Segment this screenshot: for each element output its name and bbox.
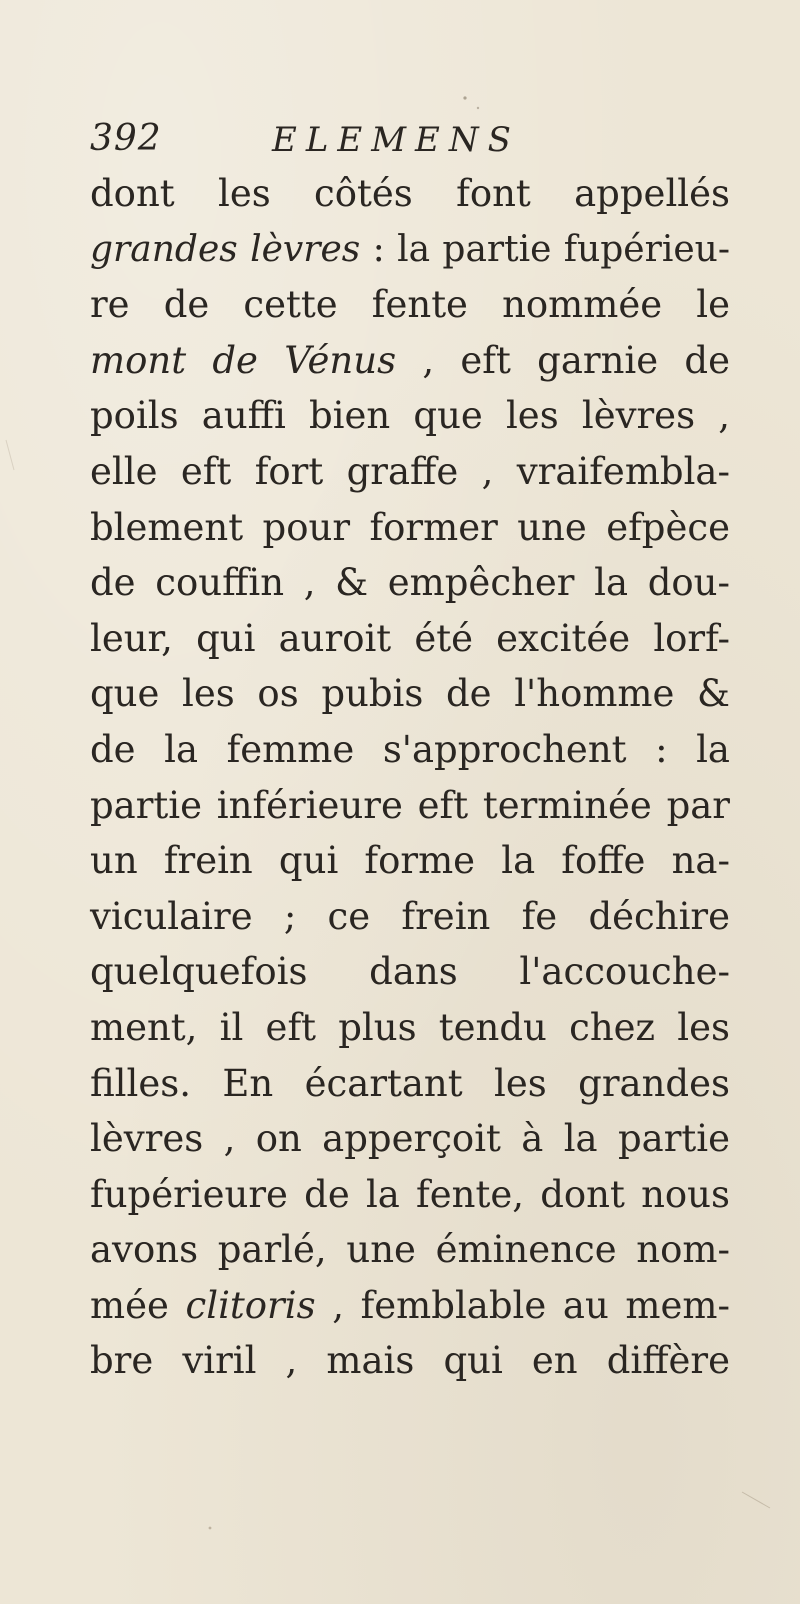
text-line: [90, 1056, 730, 1112]
text-segment: un frein qui forme la foffe na-: [90, 839, 730, 883]
text-line: [90, 1167, 730, 1223]
text-segment: avons parlé, une éminence nom-: [90, 1228, 730, 1272]
text-segment: poils auffi bien que les lèvres ,: [90, 394, 730, 438]
text-segment: quelquefois dans l'accouche-: [90, 950, 730, 994]
text-segment: lèvres , on apperçoit à la partie: [90, 1117, 730, 1161]
text-segment: viculaire ; ce frein fe déchire: [90, 894, 730, 938]
text-segment: que les os pubis de l'homme &: [90, 672, 730, 716]
text-line: [90, 500, 730, 556]
text-line: [90, 1333, 730, 1389]
text-segment: : la partie fupérieu-: [360, 228, 730, 270]
text-line: [90, 1000, 730, 1056]
text-segment: leur, qui auroit été excitée lorf-: [90, 616, 730, 660]
text-line: [90, 1278, 730, 1334]
text-line: [90, 778, 730, 834]
text-segment: re de cette fente nommée le: [90, 283, 730, 327]
running-title: ELEMENS: [272, 120, 520, 160]
page-number: 392: [90, 118, 162, 159]
text-line: [90, 222, 730, 278]
text-line: [90, 444, 730, 500]
text-segment: filles. En écartant les grandes: [90, 1061, 730, 1105]
running-head: [90, 118, 730, 166]
text-line: [90, 277, 730, 333]
text-segment: bre viril , mais qui en diffère: [90, 1339, 730, 1383]
text-segment: , eft garnie de: [396, 338, 730, 382]
italic-term: clitoris: [185, 1283, 316, 1327]
text-segment: mée: [90, 1283, 186, 1327]
text-line: [90, 388, 730, 444]
text-segment: fupérieure de la fente, dont nous: [90, 1172, 730, 1216]
text-segment: ment, il eft plus tendu chez les: [90, 1005, 730, 1049]
text-line: [90, 555, 730, 611]
text-line: [90, 833, 730, 889]
text-line: [90, 166, 730, 222]
text-segment: , femblable au mem-: [315, 1283, 730, 1327]
text-line: [90, 333, 730, 389]
text-segment: partie inférieure eft terminée par: [90, 783, 730, 827]
text-line: [90, 722, 730, 778]
italic-term: grandes lèvres: [90, 228, 361, 270]
text-line: [90, 944, 730, 1000]
text-segment: de la femme s'approchent : la: [90, 727, 730, 771]
text-line: [90, 889, 730, 945]
text-segment: blement pour former une efpèce: [90, 505, 730, 549]
italic-term: mont de Vénus: [90, 338, 397, 382]
text-segment: elle eft fort graffe , vraifembla-: [90, 449, 730, 493]
body-text: [90, 166, 730, 1389]
text-line: [90, 1111, 730, 1167]
text-line: [90, 1222, 730, 1278]
text-segment: de couffin , & empêcher la dou-: [90, 561, 730, 605]
text-line: [90, 611, 730, 667]
text-line: [90, 666, 730, 722]
text-segment: dont les côtés font appellés: [90, 172, 730, 215]
